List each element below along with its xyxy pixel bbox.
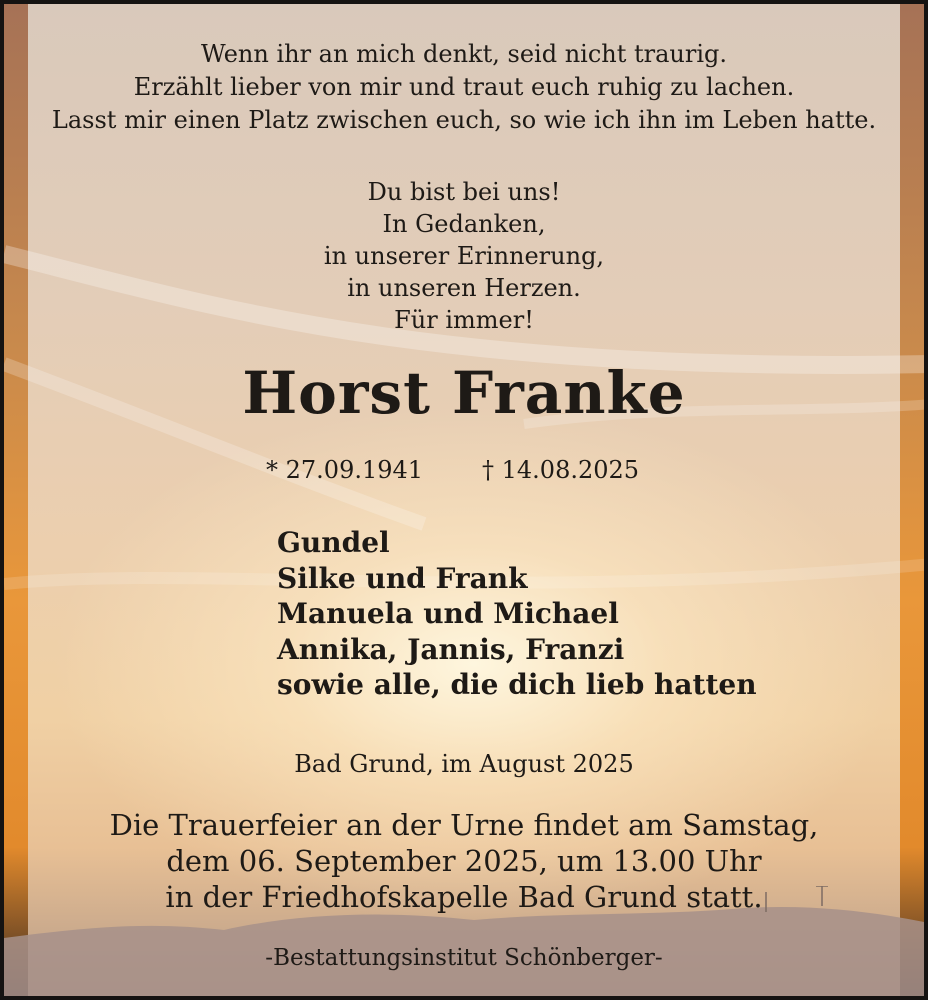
poem-middle-line: Für immer! (394, 306, 534, 334)
mourner-entry: Manuela und Michael (277, 597, 619, 630)
sunset-edge-right (900, 4, 924, 996)
sunset-edge-left (4, 4, 28, 996)
ceremony-line: in der Friedhofskapelle Bad Grund statt. (165, 880, 763, 914)
ceremony-info (28, 807, 900, 915)
poem-top (28, 38, 900, 137)
poem-middle-line: in unseren Herzen. (347, 274, 581, 302)
poem-middle-line: Du bist bei uns! (367, 178, 561, 206)
death-date: † 14.08.2025 (482, 456, 640, 484)
mourner-entry: Gundel (277, 526, 390, 559)
poem-top-line: Erzählt lieber von mir und traut euch ruhig zu lachen. (133, 73, 795, 101)
mourner-entry: sowie alle, die dich lieb hatten (277, 668, 757, 701)
birth-date: * 27.09.1941 (266, 456, 424, 484)
ceremony-line: dem 06. September 2025, um 13.00 Uhr (166, 844, 762, 878)
funeral-home: -Bestattungsinstitut Schönberger- (265, 945, 663, 971)
poem-top-line: Wenn ihr an mich denkt, seid nicht traurig. (200, 40, 728, 68)
deceased-name: Horst Franke (242, 359, 686, 427)
mourner-entry: Annika, Jannis, Franzi (277, 632, 625, 666)
ceremony-line: Die Trauerfeier an der Urne findet am Samstag, (109, 808, 819, 842)
poem-middle-line: In Gedanken, (382, 210, 546, 238)
poem-middle-line: in unserer Erinnerung, (323, 242, 605, 270)
place-and-date: Bad Grund, im August 2025 (294, 750, 634, 778)
poem-top-line: Lasst mir einen Platz zwischen euch, so wie ich ihn im Leben hatte. (51, 106, 877, 134)
poem-middle (28, 176, 900, 336)
mourner-entry: Silke und Frank (277, 561, 528, 595)
mourners-list (277, 525, 757, 703)
